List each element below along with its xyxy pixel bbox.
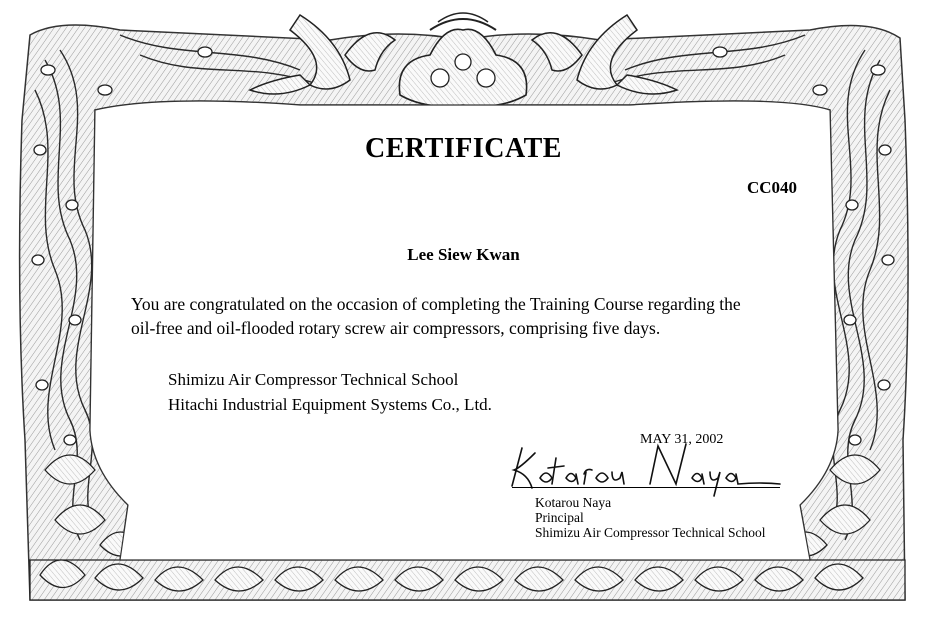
certificate-code: CC040: [746, 178, 797, 197]
issuer-line-1: Shimizu Air Compressor Technical School: [168, 370, 459, 389]
leaf-border-bottom: [30, 560, 905, 600]
signer-name: Kotarou Naya: [535, 495, 612, 510]
body-line-2: oil-free and oil-flooded rotary screw air compressors, comprising five days.: [131, 318, 661, 338]
signer-title: Principal: [535, 510, 584, 525]
issue-date: MAY 31, 2002: [640, 432, 724, 447]
certificate-body: [131, 292, 811, 340]
handwritten-signature: [500, 438, 800, 498]
issuer-line-2: Hitachi Industrial Equipment Systems Co., Ltd.: [168, 395, 492, 414]
recipient-name: Lee Siew Kwan: [407, 245, 520, 264]
signer-organization: Shimizu Air Compressor Technical School: [535, 525, 766, 540]
certificate-title: CERTIFICATE: [365, 133, 562, 164]
issuing-organizations: [168, 367, 492, 417]
signature-line: [512, 487, 780, 488]
signer-block: [535, 495, 766, 540]
cloud-medallion: [399, 13, 526, 106]
body-line-1: You are congratulated on the occasion of completing the Training Course regarding the: [131, 294, 741, 314]
